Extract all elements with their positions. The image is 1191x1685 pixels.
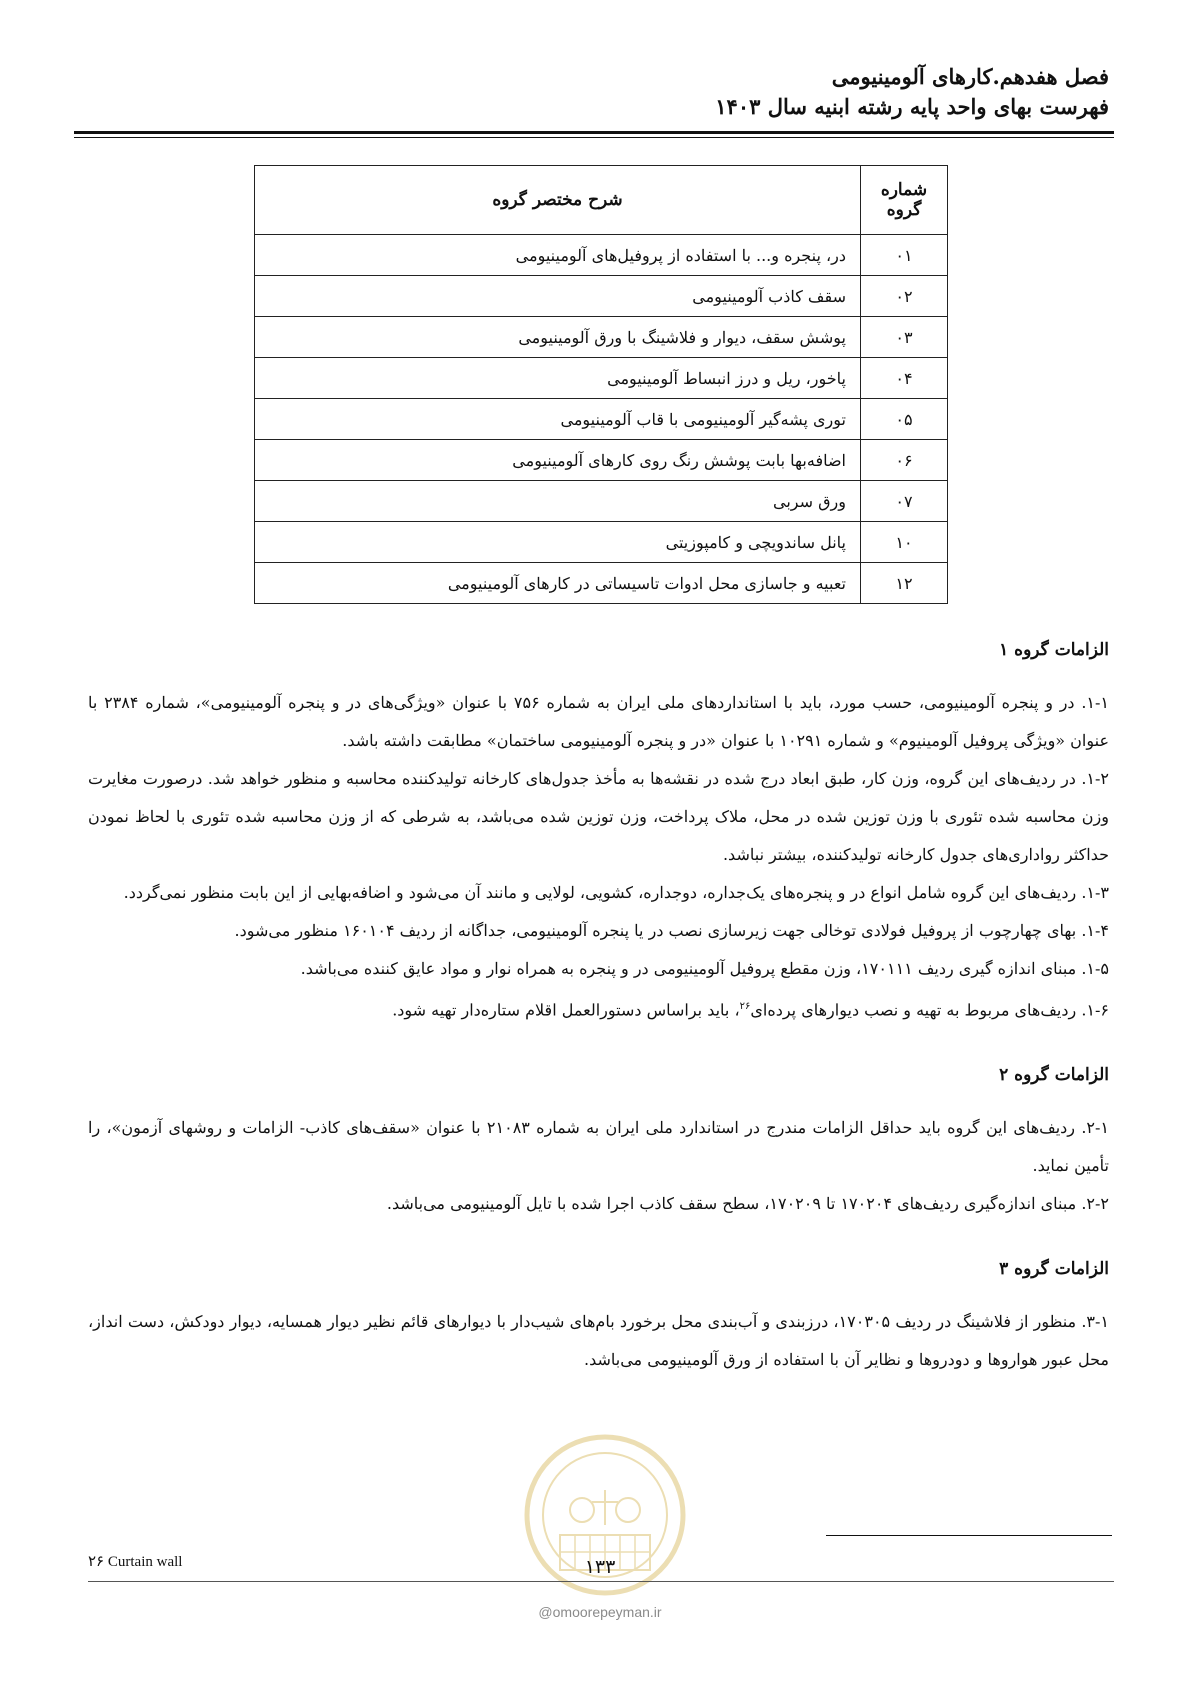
- group-description-cell: پوشش سقف، دیوار و فلاشینگ با ورق آلومینیومی: [255, 317, 861, 358]
- group-description-cell: سقف کاذب آلومینیومی: [255, 276, 861, 317]
- group-number-cell: ۰۳: [861, 317, 948, 358]
- group-description-cell: توری پشه‌گیر آلومینیومی با قاب آلومینیومی: [255, 399, 861, 440]
- paragraph-1-6: [88, 988, 1109, 1029]
- footer-rule: [88, 1581, 1114, 1582]
- group-description-cell: تعبیه و جاسازی محل ادوات تاسیساتی در کارهای آلومینیومی: [255, 563, 861, 604]
- watermark-site: @omoorepeyman.ir: [538, 1604, 662, 1620]
- page-header: [69, 62, 1109, 122]
- group-description-cell: ورق سربی: [255, 481, 861, 522]
- table-row: [255, 481, 948, 522]
- paragraph-1-6-text: ۱-۶. ردیف‌های مربوط به تهیه و نصب دیوارهای پرده‌ای: [750, 1000, 1109, 1020]
- group-number-cell: ۱۰: [861, 522, 948, 563]
- paragraph-3-1: ۳-۱. منظور از فلاشینگ در ردیف ۱۷۰۳۰۵، درزبندی و آب‌بندی محل برخورد بام‌های شیب‌دار با دیوارهای قائم نظیر دیوار همسایه، دیوار دودکش، دست انداز، محل عبور هواروها و دودروها و نظایر آن با استفاده از ورق آلومینیومی می‌باشد.: [88, 1312, 1109, 1370]
- group3-requirements: [88, 1257, 1109, 1379]
- table-row: [255, 358, 948, 399]
- paragraph-1-4: ۱-۴. بهای چهارچوب از پروفیل فولادی توخالی جهت زیرسازی نصب در یا پنجره آلومینیومی، جداگانه از ردیف ۱۶۰۱۰۴ منظور می‌شود.: [234, 921, 1109, 940]
- table-row: [255, 317, 948, 358]
- paragraph-1-6-tail: ، باید براساس دستورالعمل اقلام ستاره‌دار تهیه شود.: [392, 1000, 740, 1020]
- group-number-cell: ۰۱: [861, 235, 948, 276]
- table-row: [255, 276, 948, 317]
- table-body: [255, 235, 948, 604]
- group-number-cell: ۰۵: [861, 399, 948, 440]
- group-description-cell: پاخور، ریل و درز انبساط آلومینیومی: [255, 358, 861, 399]
- requirements-body: [88, 638, 1109, 1413]
- paragraph-2-2: ۲-۲. مبنای اندازه‌گیری ردیف‌های ۱۷۰۲۰۴ تا ۱۷۰۲۰۹، سطح سقف کاذب اجرا شده با تایل آلومینیومی می‌باشد.: [386, 1194, 1109, 1214]
- group-number-cell: ۰۴: [861, 358, 948, 399]
- footnote-rule: [826, 1535, 1112, 1536]
- group-number-cell: ۰۲: [861, 276, 948, 317]
- page-number: ۱۳۳: [584, 1556, 616, 1578]
- table-row: [255, 563, 948, 604]
- header-rule-thin: [74, 137, 1114, 138]
- header-group-number: شماره گروه: [861, 166, 948, 235]
- paragraph-1-5: ۱-۵. مبنای اندازه گیری ردیف ۱۷۰۱۱۱، وزن مقطع پروفیل آلومینیومی در و پنجره به همراه نوار و مواد عایق کننده می‌باشد.: [300, 959, 1109, 978]
- footnote-ref[interactable]: ۲۶: [739, 1001, 751, 1012]
- paragraph-1-1: ۱-۱. در و پنجره آلومینیومی، حسب مورد، باید با استانداردهای ملی ایران به شماره ۷۵۶ با عنوان «ویژگی‌های در و پنجره آلومینیومی»، شماره ۲۳۸۴ با عنوان «ویژگی پروفیل آلومینیوم» و شماره ۱۰۲۹۱ با عنوان «در و پنجره آلومینیومی ساختمان» مطابقت داشته باشد.: [88, 693, 1110, 750]
- group-number-cell: ۰۷: [861, 481, 948, 522]
- groups-table: [254, 165, 948, 604]
- header-rule-thick: [74, 131, 1114, 134]
- table-row: [255, 440, 948, 481]
- header-group-description: شرح مختصر گروه: [255, 166, 861, 235]
- paragraph-2-1: ۲-۱. ردیف‌های این گروه باید حداقل الزامات مندرج در استاندارد ملی ایران به شماره ۲۱۰۸۳ با عنوان «سقف‌های کاذب- الزامات و روشهای آزمون»، را تأمین نماید.: [88, 1118, 1109, 1176]
- group-description-cell: پانل ساندویچی و کامپوزیتی: [255, 522, 861, 563]
- group3-title: الزامات گروه ۳: [999, 1259, 1109, 1280]
- table-header-row: [255, 166, 948, 235]
- paragraph-1-3: ۱-۳. ردیف‌های این گروه شامل انواع در و پنجره‌های یک‌جداره، دوجداره، کشویی، لولایی و مانند آن می‌شود و اضافه‌بهایی از این بابت منظور نمی‌گردد.: [123, 883, 1109, 902]
- group-number-cell: ۱۲: [861, 563, 948, 604]
- chapter-title: فصل هفدهم.کارهای آلومینیومی: [831, 64, 1109, 89]
- group1-title: الزامات گروه ۱: [999, 640, 1109, 660]
- footnote: ۲۶ Curtain wall: [88, 1554, 183, 1570]
- group-description-cell: اضافه‌بها بابت پوشش رنگ روی کارهای آلومینیومی: [255, 440, 861, 481]
- table-row: [255, 235, 948, 276]
- price-list-title: فهرست بهای واحد پایه رشته ابنیه سال ۱۴۰۳: [715, 94, 1109, 119]
- table-row: [255, 522, 948, 563]
- paragraph-1-2: ۱-۲. در ردیف‌های این گروه، وزن کار، طبق ابعاد درج شده در نقشه‌ها به مأخذ جدول‌های کارخانه تولیدکننده محاسبه و منظور خواهد شد. درصورت مغایرت وزن محاسبه شده تئوری با وزن توزین شده در محل، ملاک پرداخت، وزن توزین شده می‌باشد، به شرطی که از وزن محاسبه شده تئوری با لحاظ نمودن حداکثر رواداری‌های جدول کارخانه تولیدکننده، بیشتر نباشد.: [88, 769, 1109, 864]
- table-row: [255, 399, 948, 440]
- group2-requirements: [88, 1063, 1109, 1223]
- group1-requirements: [88, 638, 1109, 1029]
- group-description-cell: در، پنجره و... با استفاده از پروفیل‌های آلومینیومی: [255, 235, 861, 276]
- group2-title: الزامات گروه ۲: [999, 1065, 1109, 1086]
- group-number-cell: ۰۶: [861, 440, 948, 481]
